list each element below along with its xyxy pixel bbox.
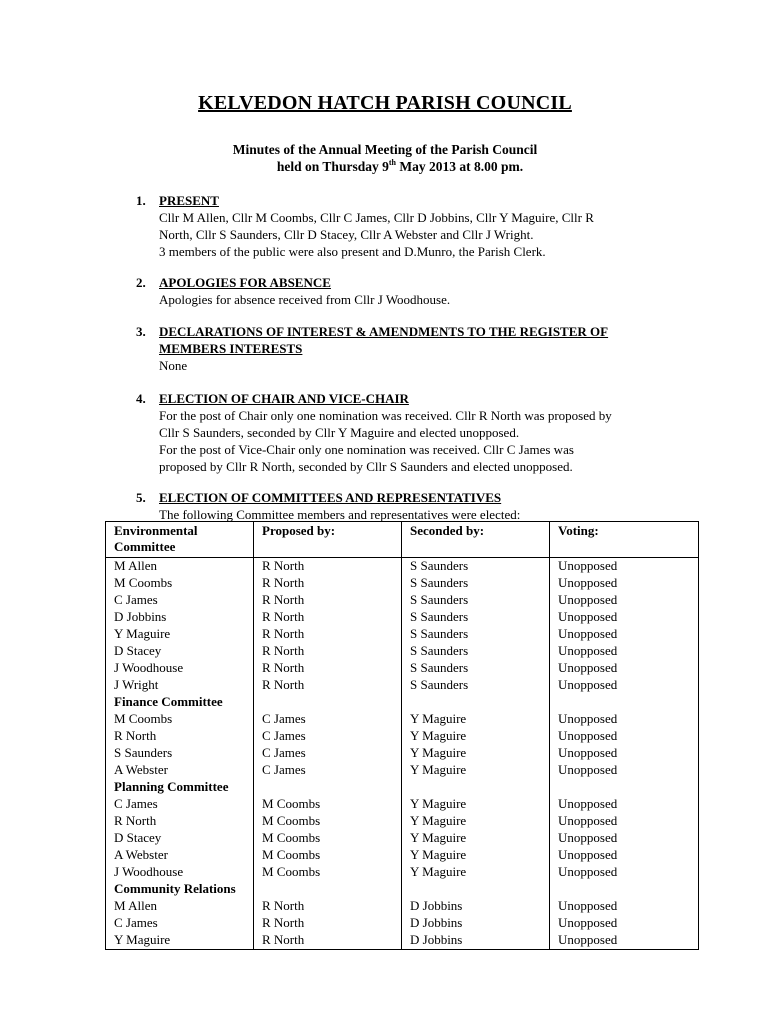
item-line: Cllr S Saunders, seconded by Cllr Y Maguire and elected unopposed. (159, 425, 520, 440)
proposed-by: R North (254, 575, 402, 592)
proposed-by: R North (254, 932, 402, 950)
seconded-by: S Saunders (402, 609, 550, 626)
seconded-by: D Jobbins (402, 898, 550, 915)
committee-group-name: Planning Committee (106, 779, 254, 796)
table-row (106, 728, 699, 745)
member-name: C James (106, 796, 254, 813)
member-name: A Webster (106, 847, 254, 864)
voting-result: Unopposed (550, 898, 699, 915)
table-row (106, 609, 699, 626)
member-name: R North (106, 728, 254, 745)
item-number: 4. (136, 391, 146, 406)
empty-cell (402, 694, 550, 711)
subtitle-line-2 (0, 158, 770, 175)
subtitle-date-suffix: May 2013 at 8.00 pm. (395, 159, 524, 174)
proposed-by: M Coombs (254, 830, 402, 847)
voting-result: Unopposed (550, 796, 699, 813)
empty-cell (402, 881, 550, 898)
voting-result: Unopposed (550, 847, 699, 864)
table-row (106, 762, 699, 779)
member-name: D Stacey (106, 830, 254, 847)
seconded-by: S Saunders (402, 643, 550, 660)
item-line: For the post of Chair only one nomination was received. Cllr R North was proposed by (159, 408, 612, 423)
proposed-by: C James (254, 728, 402, 745)
item-line: The following Committee members and representatives were elected: (159, 507, 521, 522)
voting-result: Unopposed (550, 575, 699, 592)
voting-result: Unopposed (550, 830, 699, 847)
empty-cell (402, 779, 550, 796)
proposed-by: M Coombs (254, 847, 402, 864)
member-name: D Jobbins (106, 609, 254, 626)
seconded-by: D Jobbins (402, 932, 550, 950)
member-name: A Webster (106, 762, 254, 779)
table-body (106, 558, 699, 950)
member-name: M Allen (106, 558, 254, 576)
voting-result: Unopposed (550, 915, 699, 932)
proposed-by: R North (254, 609, 402, 626)
seconded-by: Y Maguire (402, 813, 550, 830)
empty-cell (550, 779, 699, 796)
empty-cell (254, 881, 402, 898)
empty-cell (254, 779, 402, 796)
item-heading: ELECTION OF CHAIR AND VICE-CHAIR (159, 391, 409, 406)
item-number: 5. (136, 490, 146, 505)
table-row (106, 558, 699, 576)
table-row (106, 915, 699, 932)
seconded-by: S Saunders (402, 575, 550, 592)
seconded-by: Y Maguire (402, 745, 550, 762)
seconded-by: Y Maguire (402, 728, 550, 745)
member-name: D Stacey (106, 643, 254, 660)
member-name: J Woodhouse (106, 660, 254, 677)
empty-cell (550, 694, 699, 711)
proposed-by: M Coombs (254, 813, 402, 830)
header-voting: Voting: (550, 522, 699, 558)
proposed-by: C James (254, 745, 402, 762)
empty-cell (550, 881, 699, 898)
item-heading: APOLOGIES FOR ABSENCE (159, 275, 331, 290)
voting-result: Unopposed (550, 609, 699, 626)
seconded-by: S Saunders (402, 626, 550, 643)
committee-group-row (106, 779, 699, 796)
item-line: Apologies for absence received from Cllr J Woodhouse. (159, 292, 451, 307)
table-row (106, 745, 699, 762)
item-line: proposed by Cllr R North, seconded by Cllr S Saunders and elected unopposed. (159, 459, 573, 474)
header-seconded-by: Seconded by: (402, 522, 550, 558)
table-row (106, 796, 699, 813)
proposed-by: R North (254, 643, 402, 660)
document-title: KELVEDON HATCH PARISH COUNCIL (198, 92, 572, 114)
table-row (106, 830, 699, 847)
subtitle-date-prefix: held on Thursday 9 (276, 159, 389, 174)
item-line: Cllr M Allen, Cllr M Coombs, Cllr C James, Cllr D Jobbins, Cllr Y Maguire, Cllr R (159, 210, 594, 225)
proposed-by: C James (254, 711, 402, 728)
table-row (106, 592, 699, 609)
committee-group-name: Community Relations (106, 881, 254, 898)
subtitle-date-ordinal: th (388, 158, 396, 167)
member-name: M Coombs (106, 711, 254, 728)
proposed-by: R North (254, 558, 402, 576)
proposed-by: R North (254, 898, 402, 915)
seconded-by: Y Maguire (402, 796, 550, 813)
item-heading: ELECTION OF COMMITTEES AND REPRESENTATIVES (159, 490, 502, 505)
proposed-by: R North (254, 660, 402, 677)
seconded-by: Y Maguire (402, 762, 550, 779)
proposed-by: C James (254, 762, 402, 779)
table-row (106, 847, 699, 864)
item-number: 3. (136, 324, 146, 339)
committee-group-row (106, 881, 699, 898)
item-line: 3 members of the public were also present and D.Munro, the Parish Clerk. (159, 244, 546, 259)
table-row (106, 898, 699, 915)
member-name: S Saunders (106, 745, 254, 762)
item-number: 1. (136, 193, 146, 208)
voting-result: Unopposed (550, 728, 699, 745)
member-name: C James (106, 915, 254, 932)
voting-result: Unopposed (550, 558, 699, 576)
item-number: 2. (136, 275, 146, 290)
table-row (106, 932, 699, 950)
member-name: J Woodhouse (106, 864, 254, 881)
member-name: C James (106, 592, 254, 609)
proposed-by: R North (254, 592, 402, 609)
voting-result: Unopposed (550, 626, 699, 643)
voting-result: Unopposed (550, 660, 699, 677)
voting-result: Unopposed (550, 864, 699, 881)
seconded-by: Y Maguire (402, 847, 550, 864)
seconded-by: Y Maguire (402, 711, 550, 728)
voting-result: Unopposed (550, 813, 699, 830)
seconded-by: S Saunders (402, 660, 550, 677)
table-row (106, 813, 699, 830)
seconded-by: S Saunders (402, 558, 550, 576)
item-heading: PRESENT (159, 193, 219, 208)
voting-result: Unopposed (550, 711, 699, 728)
voting-result: Unopposed (550, 677, 699, 694)
item-line: North, Cllr S Saunders, Cllr D Stacey, Cllr A Webster and Cllr J Wright. (159, 227, 534, 242)
member-name: M Coombs (106, 575, 254, 592)
proposed-by: R North (254, 677, 402, 694)
voting-result: Unopposed (550, 643, 699, 660)
header-committee: Environmental Committee (106, 522, 254, 558)
table-row (106, 864, 699, 881)
empty-cell (254, 694, 402, 711)
header-proposed-by: Proposed by: (254, 522, 402, 558)
voting-result: Unopposed (550, 762, 699, 779)
voting-result: Unopposed (550, 745, 699, 762)
table-row (106, 575, 699, 592)
member-name: J Wright (106, 677, 254, 694)
proposed-by: M Coombs (254, 796, 402, 813)
seconded-by: S Saunders (402, 592, 550, 609)
item-line: For the post of Vice-Chair only one nomination was received. Cllr C James was (159, 442, 574, 457)
subtitle-line-1: Minutes of the Annual Meeting of the Parish Council (232, 142, 538, 157)
item-line: None (159, 358, 188, 373)
item-heading: DECLARATIONS OF INTEREST & AMENDMENTS TO THE REGISTER OF MEMBERS INTERESTS (159, 324, 609, 356)
committee-group-row (106, 694, 699, 711)
voting-result: Unopposed (550, 592, 699, 609)
table-row (106, 626, 699, 643)
table-row (106, 643, 699, 660)
committees-table (105, 521, 699, 950)
table-row (106, 711, 699, 728)
voting-result: Unopposed (550, 932, 699, 950)
table-row (106, 677, 699, 694)
seconded-by: Y Maguire (402, 864, 550, 881)
proposed-by: M Coombs (254, 864, 402, 881)
table-row (106, 660, 699, 677)
seconded-by: D Jobbins (402, 915, 550, 932)
member-name: Y Maguire (106, 932, 254, 950)
seconded-by: S Saunders (402, 677, 550, 694)
committee-group-name: Finance Committee (106, 694, 254, 711)
member-name: Y Maguire (106, 626, 254, 643)
seconded-by: Y Maguire (402, 830, 550, 847)
proposed-by: R North (254, 915, 402, 932)
table-header-row (106, 522, 699, 558)
meeting-subtitle (0, 141, 770, 175)
member-name: M Allen (106, 898, 254, 915)
proposed-by: R North (254, 626, 402, 643)
member-name: R North (106, 813, 254, 830)
